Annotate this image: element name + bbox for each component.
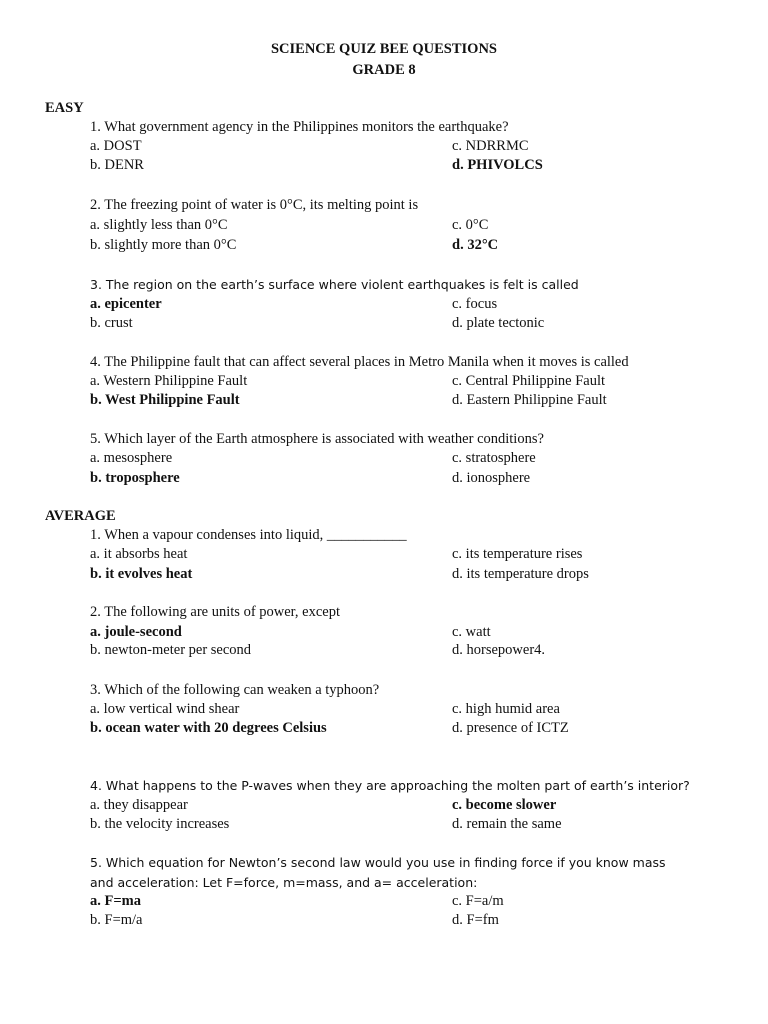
option-d: d. horsepower4. xyxy=(452,642,546,658)
option-c: c. Central Philippine Fault xyxy=(452,373,606,389)
option-a-correct: a. epicenter xyxy=(90,296,162,312)
option-a: a. they disappear xyxy=(90,797,188,813)
question-text: 2. The freezing point of water is 0°C, its melting point is xyxy=(90,197,419,213)
question-text: 4. What happens to the P-waves when they are approaching the molten part of earth’s interior? xyxy=(90,778,690,793)
option-c: c. NDRRMC xyxy=(452,138,529,154)
question-text: 3. The region on the earth’s surface where violent earthquakes is felt is called xyxy=(90,277,579,292)
option-c-correct: c. become slower xyxy=(452,797,557,813)
option-d: d. F=fm xyxy=(452,912,499,928)
document-subtitle: GRADE 8 xyxy=(352,62,416,78)
question-text: 3. Which of the following can weaken a typhoon? xyxy=(90,682,380,698)
option-b-correct: b. troposphere xyxy=(90,470,180,486)
option-b: b. DENR xyxy=(90,157,144,173)
option-c: c. stratosphere xyxy=(452,450,536,466)
option-d: d. presence of ICTZ xyxy=(452,720,569,736)
option-d: d. Eastern Philippine Fault xyxy=(452,392,607,408)
option-c: c. 0°C xyxy=(452,217,489,233)
option-d-correct: d. 32°C xyxy=(452,237,499,253)
option-b: b. slightly more than 0°C xyxy=(90,237,237,253)
option-c: c. watt xyxy=(452,624,491,640)
document-title: SCIENCE QUIZ BEE QUESTIONS xyxy=(270,41,498,57)
question-text: 5. Which layer of the Earth atmosphere is associated with weather conditions? xyxy=(90,431,544,447)
option-b: b. F=m/a xyxy=(90,912,143,928)
option-b: b. crust xyxy=(90,315,133,331)
option-a-correct: a. joule-second xyxy=(90,624,182,640)
option-d-correct: d. PHIVOLCS xyxy=(452,157,543,173)
question-text: 1. When a vapour condenses into liquid, ___________ xyxy=(90,527,407,543)
option-d: d. plate tectonic xyxy=(452,315,545,331)
question-text: 2. The following are units of power, except xyxy=(90,604,341,620)
option-b-correct: b. West Philippine Fault xyxy=(90,392,240,408)
question-text: 1. What government agency in the Philippines monitors the earthquake? xyxy=(90,119,509,135)
option-a: a. low vertical wind shear xyxy=(90,701,240,717)
option-b: b. newton-meter per second xyxy=(90,642,252,658)
question-text: 5. Which equation for Newton’s second law would you use in finding force if you know mass and acceleration: Let F=force, m=mass, and a= acceleration: xyxy=(90,855,666,890)
section-heading-easy: EASY xyxy=(45,100,84,116)
option-b-correct: b. ocean water with 20 degrees Celsius xyxy=(90,720,327,736)
option-b: b. the velocity increases xyxy=(90,816,230,832)
question-text: 4. The Philippine fault that can affect several places in Metro Manila when it moves is called xyxy=(90,354,629,370)
option-b-correct: b. it evolves heat xyxy=(90,566,193,582)
option-d: d. remain the same xyxy=(452,816,562,832)
option-d: d. ionosphere xyxy=(452,470,531,486)
option-a: a. Western Philippine Fault xyxy=(90,373,248,389)
option-c: c. its temperature rises xyxy=(452,546,583,562)
option-a: a. mesosphere xyxy=(90,450,173,466)
option-d: d. its temperature drops xyxy=(452,566,589,582)
option-c: c. high humid area xyxy=(452,701,560,717)
option-a: a. slightly less than 0°C xyxy=(90,217,228,233)
section-heading-average: AVERAGE xyxy=(45,508,116,524)
option-a: a. DOST xyxy=(90,138,142,154)
option-a: a. it absorbs heat xyxy=(90,546,188,562)
option-c: c. F=a/m xyxy=(452,893,504,909)
option-c: c. focus xyxy=(452,296,498,312)
option-a-correct: a. F=ma xyxy=(90,893,141,909)
